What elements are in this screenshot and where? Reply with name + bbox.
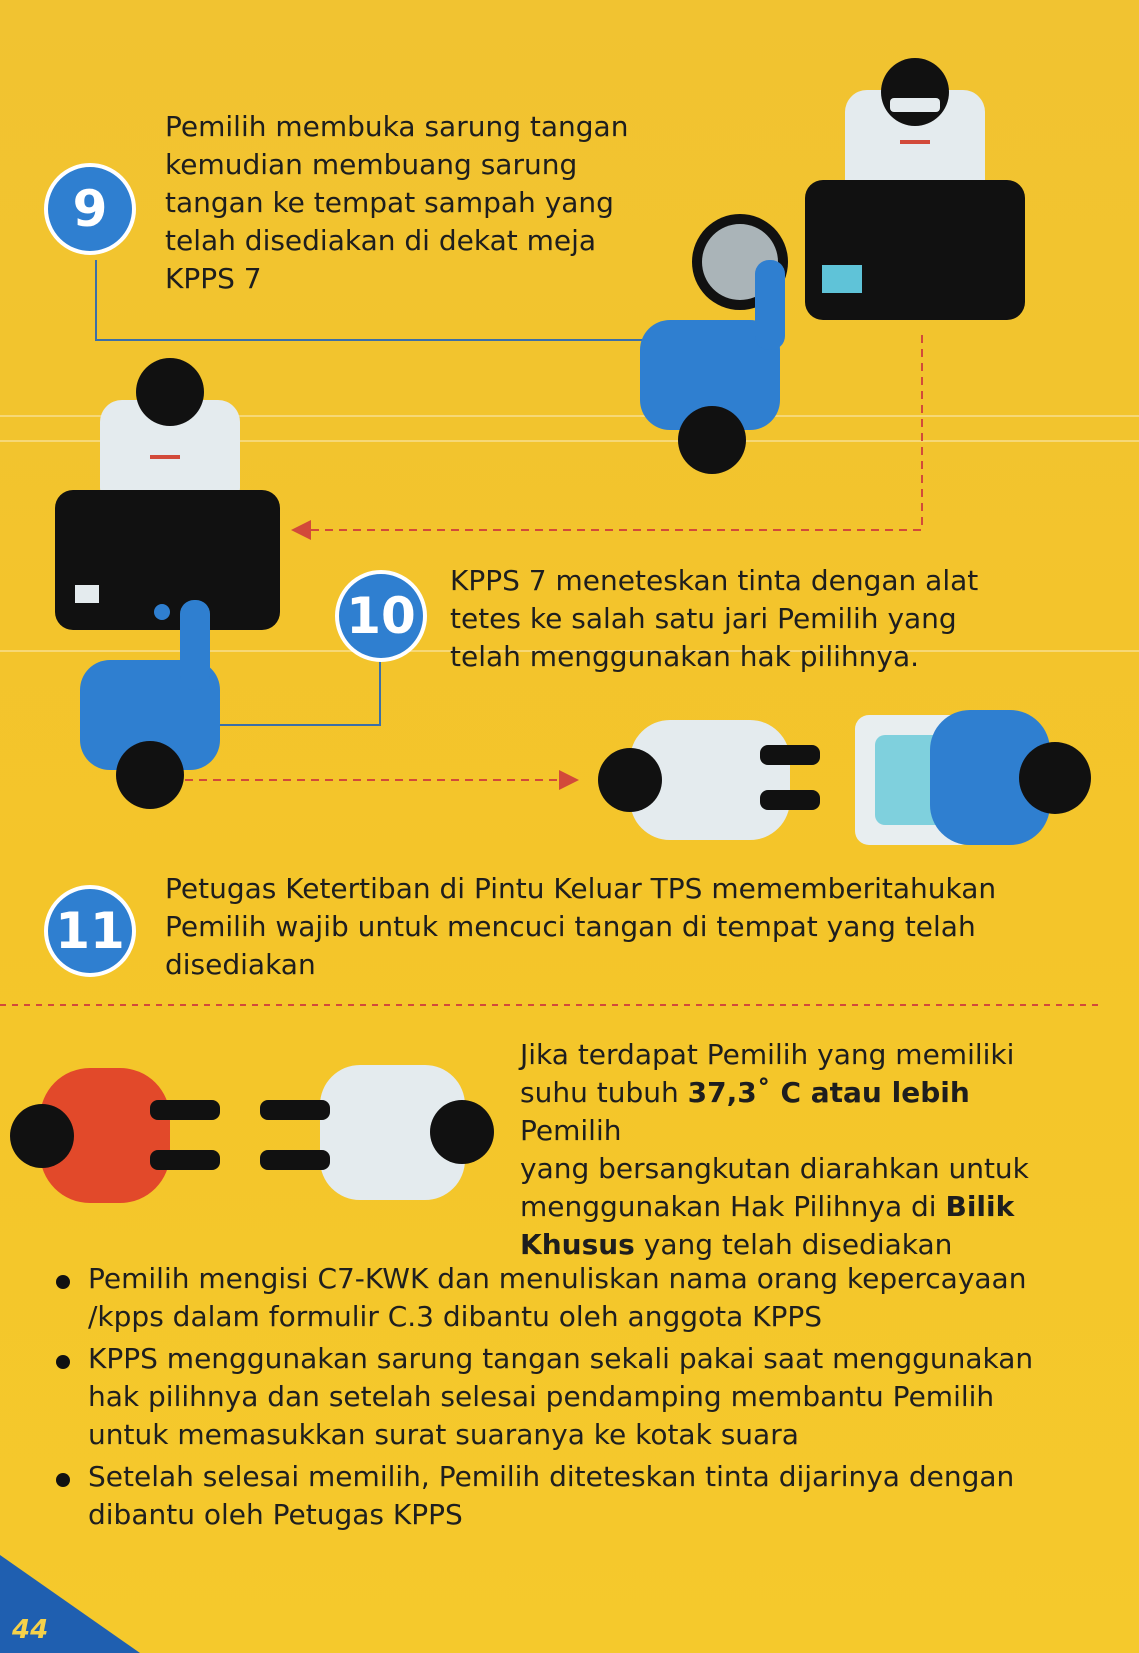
table-paper	[75, 585, 99, 603]
note-emphasis: Bilik Khusus	[520, 1190, 1015, 1261]
note-emphasis: 37,3˚ C atau lebih	[687, 1076, 970, 1109]
voter-figure-10	[80, 600, 220, 809]
table-paper	[822, 265, 862, 293]
connector-line	[210, 655, 380, 725]
step-10-text: KPPS 7 meneteskan tinta dengan alat tetes ke salah satu jari Pemilih yang telah menggunakan hak pilihnya.	[450, 564, 979, 673]
dashed-arrow	[295, 335, 922, 530]
note-text: Pemilih yang bersangkutan diarahkan untuk menggunakan Hak Pilihnya di	[520, 1114, 1029, 1223]
bullet-item	[56, 1458, 1096, 1534]
table	[805, 180, 1025, 320]
bullet-icon	[56, 1473, 70, 1487]
exit-officer-figure	[598, 720, 820, 840]
bullet-icon	[56, 1275, 70, 1289]
officer-figure-10	[100, 358, 240, 510]
step-number-circle: 11	[44, 885, 136, 977]
bullet-item	[56, 1340, 1096, 1454]
washing-voter-figure	[930, 710, 1091, 845]
step-9-text: Pemilih membuka sarung tangan kemudian membuang sarung tangan ke tempat sampah yang telah disediakan di dekat meja KPPS 7	[165, 110, 629, 295]
bullet-list	[56, 1260, 1096, 1538]
step-number-circle: 10	[335, 570, 427, 662]
step-11-text: Petugas Ketertiban di Pintu Keluar TPS mememberitahukan Pemilih wajib untuk mencuci tangan di tempat yang telah disediakan	[165, 872, 997, 981]
bullet-item	[56, 1260, 1096, 1336]
bullet-text: Pemilih mengisi C7-KWK dan menuliskan nama orang kepercayaan /kpps dalam formulir C.3 dibantu oleh anggota KPPS	[88, 1262, 1027, 1333]
fever-voter-figure	[10, 1068, 220, 1203]
bullet-icon	[56, 1355, 70, 1369]
ink-bottle	[154, 604, 170, 620]
page-number: 44	[12, 1615, 49, 1645]
step-number-circle: 9	[44, 163, 136, 255]
bullet-text: Setelah selesai memilih, Pemilih diteteskan tinta dijarinya dengan dibantu oleh Petugas KPPS	[88, 1460, 1015, 1531]
bullet-text: KPPS menggunakan sarung tangan sekali pakai saat menggunakan hak pilihnya dan setelah selesai pendamping membantu Pemilih untuk memasukkan surat suaranya ke kotak suara	[88, 1342, 1034, 1451]
note-text: yang telah disediakan	[634, 1228, 953, 1261]
fever-note	[520, 1036, 1080, 1264]
note-text: Jika terdapat Pemilih yang memiliki suhu tubuh	[520, 1038, 1015, 1109]
fever-officer-figure	[260, 1065, 494, 1200]
